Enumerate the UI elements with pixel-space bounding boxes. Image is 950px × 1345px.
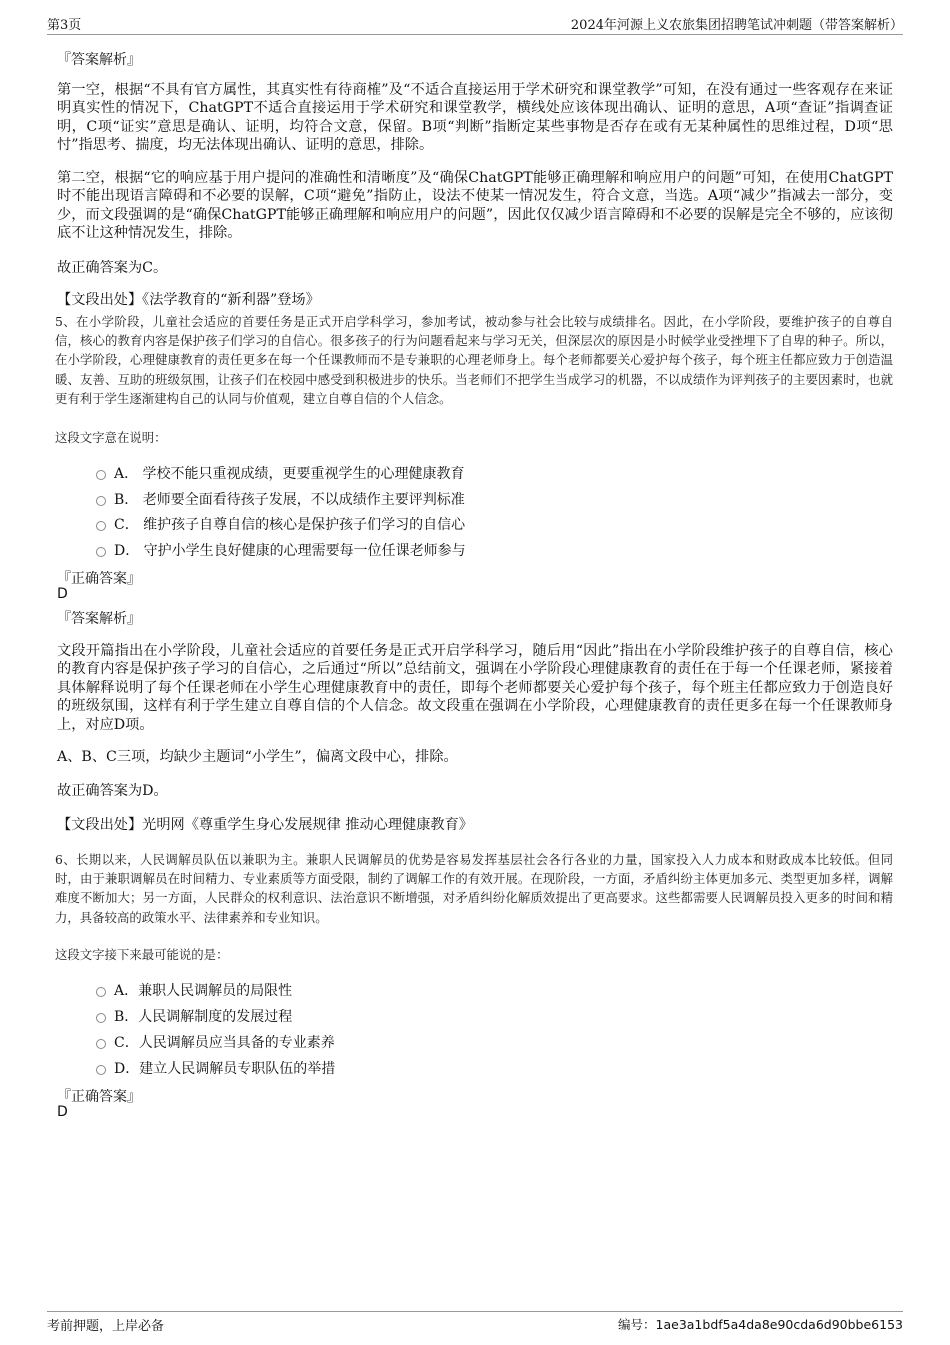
radio-icon[interactable]: [96, 496, 106, 506]
question-6-text: 6、长期以来，人民调解员队伍以兼职为主。兼职人民调解员的优势是容易发挥基层社会各行各业的力量，国家投入人力成本和财政成本比较低。但同时，由于兼职调解员在时间精力、专业素质等方面受限，制约了调解工作的有效开展。在现阶段，一方面，矛盾纠纷主体更加多元、类型更加多样，调解难度不断加大；另一方面，人民群众的权利意识、法治意识不断增强，对矛盾纠纷化解质效提出了更高要求。这些都需要人民调解员投入更多的时间和精力，具备较高的政策水平、法律素养和专业知识。: [55, 852, 893, 925]
question-5-prompt: 这段文字意在说明：: [55, 430, 167, 445]
correct-answer: D: [57, 1104, 68, 1120]
option-c[interactable]: [96, 514, 465, 534]
option-label: A．兼职人民调解员的局限性: [114, 983, 293, 999]
option-label: A． 学校不能只重视成绩，更要重视学生的心理健康教育: [114, 466, 465, 482]
radio-icon[interactable]: [96, 1065, 106, 1075]
document-code: 编号：1ae3a1bdf5a4da8e90cda6d90bbe6153: [618, 1317, 903, 1332]
option-label: B．人民调解制度的发展过程: [114, 1009, 293, 1025]
answer-conclusion: 故正确答案为D。: [57, 783, 168, 799]
correct-answer-tag: 『正确答案』: [57, 1089, 141, 1105]
page-footer: [47, 1311, 903, 1334]
option-label: B． 老师要全面看待孩子发展，不以成绩作主要评判标准: [114, 492, 465, 508]
question-6-prompt: 这段文字接下来最可能说的是：: [55, 947, 229, 962]
option-c[interactable]: [96, 1032, 335, 1052]
question-5-text: 5、在小学阶段，儿童社会适应的首要任务是正式开启学科学习，参加考试，被动参与社会比较与成绩排名。因此，在小学阶段，要维护孩子的自尊自信，核心的教育内容是保护孩子们学习的自信心。很多孩子的行为问题看起来与学习无关，但深层次的原因是小时候学业受挫埋下了自卑的种子。所以，在小学阶段，心理健康教育的责任更多在每一个任课教师而不是专兼职的心理老师身上。每个老师都要关心爱护每个孩子，每个班主任都应致力于创造温暖、友善、互助的班级氛围，让孩子们在校园中感受到积极进步的快乐。当老师们不把学生当成学习的机器，不以成绩作为评判孩子的主要因素时，也就更有利于学生逐渐建构自己的认同与价值观，建立自尊自信的个人信念。: [55, 314, 893, 406]
radio-icon[interactable]: [96, 1013, 106, 1023]
radio-icon[interactable]: [96, 1039, 106, 1049]
option-a[interactable]: [96, 463, 465, 483]
answer-conclusion: 故正确答案为C。: [57, 260, 168, 276]
option-label: C．人民调解员应当具备的专业素养: [114, 1035, 335, 1051]
option-b[interactable]: [96, 1006, 292, 1026]
analysis-tag: 『答案解析』: [57, 611, 141, 627]
radio-icon[interactable]: [96, 470, 106, 480]
footer-slogan: 考前押题，上岸必备: [47, 1319, 165, 1334]
source-citation: 【文段出处】《法学教育的“新利器”登场》: [57, 292, 320, 308]
correct-answer-tag: 『正确答案』: [57, 571, 141, 587]
page-header: [47, 12, 903, 35]
analysis-tag: 『答案解析』: [57, 52, 141, 68]
option-label: D． 守护小学生良好健康的心理需要每一位任课老师参与: [114, 543, 466, 559]
option-a[interactable]: [96, 980, 292, 1000]
option-d[interactable]: [96, 1058, 335, 1078]
option-label: C． 维护孩子自尊自信的核心是保护孩子们学习的自信心: [114, 517, 466, 533]
document-title: 2024年河源上义农旅集团招聘笔试冲刺题（带答案解析）: [570, 18, 903, 33]
option-d[interactable]: [96, 540, 466, 560]
analysis-paragraph: 第二空，根据“它的响应基于用户提问的准确性和清晰度”及“确保ChatGPT能够正确理解和响应用户的问题”可知，在使用ChatGPT时不能出现语言障碍和不必要的误解，C项“避免”指防止，设法不使某一情况发生，符合文意，当选。A项“减少”指减去一部分，变少，而文段强调的是“确保ChatGPT能够正确理解和响应用户的问题”，因此仅仅减少语言障碍和不必要的误解是完全不够的，应该彻底不让这种情况发生，排除。: [57, 170, 893, 242]
analysis-paragraph: 文段开篇指出在小学阶段，儿童社会适应的首要任务是正式开启学科学习，随后用“因此”指出在小学阶段维护孩子的自尊自信，核心的教育内容是保护孩子学习的自信心，之后通过“所以”总结前文，强调在小学阶段心理健康教育的责任在于每一个任课老师，紧接着具体解释说明了每个任课老师在小学生心理健康教育中的责任，即每个老师都要关心爱护每个孩子，每个班主任都应致力于创造良好的班级氛围，这样有利于学生建立自尊自信的个人信念。故文段重在强调在小学阶段，心理健康教育的责任更多在每一个任课教师身上，对应D项。: [57, 643, 893, 733]
radio-icon[interactable]: [96, 521, 106, 531]
analysis-paragraph: 第一空，根据“不具有官方属性，其真实性有待商榷”及“不适合直接运用于学术研究和课堂教学”可知，在没有通过一些客观存在来证明真实性的情况下，ChatGPT不适合直接运用于学术研究和课堂教学，横线处应该体现出确认、证明的意思，A项“查证”指调查证明，C项“证实”意思是确认、证明，均符合文意，保留。B项“判断”指断定某些事物是否存在或有无某种属性的思维过程，D项“思忖”指思考、揣度，均无法体现出确认、证明的意思，排除。: [57, 82, 893, 154]
page-number: 第3页: [47, 18, 82, 33]
radio-icon[interactable]: [96, 547, 106, 557]
correct-answer: D: [57, 586, 68, 602]
option-b[interactable]: [96, 489, 465, 509]
analysis-paragraph: A、B、C三项，均缺少主题词“小学生”，偏离文段中心，排除。: [57, 749, 458, 765]
radio-icon[interactable]: [96, 987, 106, 997]
source-citation: 【文段出处】光明网《尊重学生身心发展规律 推动心理健康教育》: [57, 817, 473, 833]
option-label: D．建立人民调解员专职队伍的举措: [114, 1061, 336, 1077]
